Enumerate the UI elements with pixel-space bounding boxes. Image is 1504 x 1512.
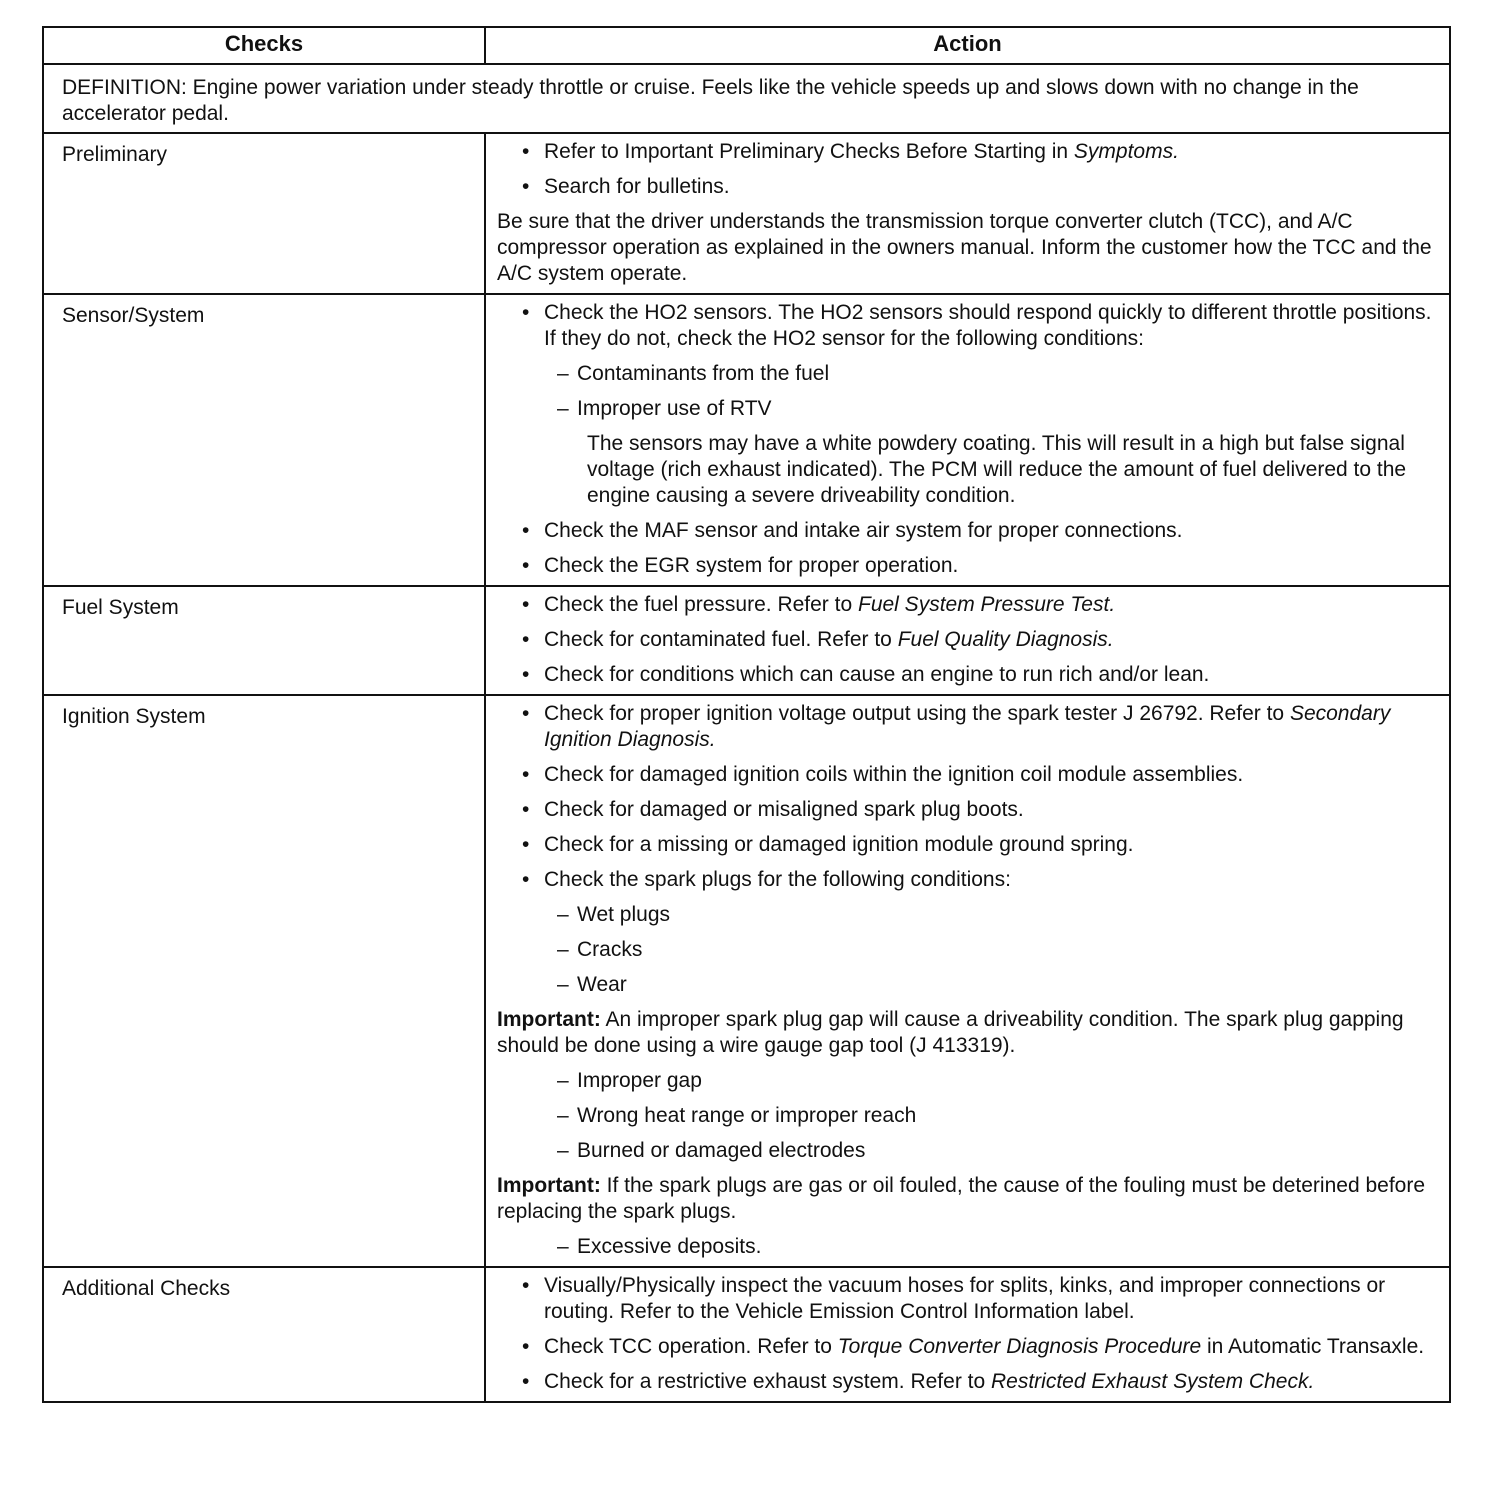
item-reference: Fuel System Pressure Test. — [858, 593, 1116, 616]
list-item: • Check for damaged ignition coils within the ignition coil module assemblies. — [497, 762, 1439, 788]
sensor-note: The sensors may have a white powdery coating. This will result in a high but false signal voltage (rich exhaust indicated). The PCM will reduce the amount of fuel delivered to the engine causing a severe driveability condition. — [587, 432, 1407, 507]
item-text: Check for contaminated fuel. Refer to — [544, 628, 898, 651]
sub-list-item: – Cracks — [497, 937, 1439, 963]
important-label: Important: — [497, 1008, 601, 1031]
table-header-row — [43, 27, 1450, 64]
important-note — [497, 1173, 1439, 1225]
table-row — [43, 1267, 1450, 1402]
item-text: Check for proper ignition voltage output using the spark tester J 26792. Refer to — [544, 702, 1290, 725]
definition-text: DEFINITION: Engine power variation under steady throttle or cruise. Feels like the vehicle speeds up and slows down with no change in the accelerator pedal. — [43, 64, 1450, 133]
sensor-system-label: Sensor/System — [43, 294, 485, 586]
item-text: Refer to Important Preliminary Checks Before Starting in — [544, 140, 1074, 163]
item-reference: Fuel Quality Diagnosis. — [897, 628, 1114, 651]
sub-list-item: – Contaminants from the fuel — [497, 361, 1439, 387]
list-item: • Check for a missing or damaged ignition module ground spring. — [497, 832, 1439, 858]
item-text: Check for a restrictive exhaust system. Refer to — [544, 1370, 991, 1393]
list-item: • Check for damaged or misaligned spark plug boots. — [497, 797, 1439, 823]
item-reference: Restricted Exhaust System Check. — [991, 1370, 1315, 1393]
item-text: Check TCC operation. Refer to — [544, 1335, 838, 1358]
important-label: Important: — [497, 1174, 601, 1197]
sub-list-item: – Improper use of RTV — [497, 396, 1439, 422]
list-item: • Search for bulletins. — [497, 174, 1439, 200]
definition-row — [43, 64, 1450, 133]
sub-list-item: – Wrong heat range or improper reach — [497, 1103, 1439, 1129]
item-reference: Secondary Ignition Diagnosis. — [544, 702, 1391, 751]
additional-checks-actions — [485, 1267, 1450, 1402]
additional-checks-label: Additional Checks — [43, 1267, 485, 1402]
list-item — [497, 592, 1439, 618]
ignition-system-label: Ignition System — [43, 695, 485, 1267]
list-item — [497, 701, 1439, 753]
table-row — [43, 695, 1450, 1267]
important-text: An improper spark plug gap will cause a driveability condition. The spark plug gapping should be done using a wire gauge gap tool (J 413319). — [497, 1008, 1404, 1057]
fuel-system-label: Fuel System — [43, 586, 485, 695]
list-item — [497, 1369, 1439, 1395]
list-item: • Check the HO2 sensors. The HO2 sensors should respond quickly to different throttle positions. If they do not, check the HO2 sensor for the following conditions: — [497, 300, 1439, 352]
item-text: in Automatic Transaxle. — [1201, 1335, 1425, 1358]
table-row — [43, 586, 1450, 695]
symptom-table — [42, 26, 1451, 1403]
action-column-header: Action — [485, 27, 1450, 64]
item-reference: Symptoms. — [1073, 140, 1179, 163]
list-item: • Visually/Physically inspect the vacuum hoses for splits, kinks, and improper connections or routing. Refer to the Vehicle Emission Control Information label. — [497, 1273, 1439, 1325]
table-row — [43, 133, 1450, 294]
fuel-system-actions — [485, 586, 1450, 695]
sub-list-item: – Improper gap — [497, 1068, 1439, 1094]
list-item — [497, 1334, 1439, 1360]
list-item: • Check for conditions which can cause an engine to run rich and/or lean. — [497, 662, 1439, 688]
preliminary-actions — [485, 133, 1450, 294]
sub-list-item: – Wear — [497, 972, 1439, 998]
important-note — [497, 1007, 1439, 1059]
item-text: Check the fuel pressure. Refer to — [544, 593, 858, 616]
sub-list-item: – Wet plugs — [497, 902, 1439, 928]
preliminary-label: Preliminary — [43, 133, 485, 294]
list-item — [497, 139, 1439, 165]
sub-list-item: – Burned or damaged electrodes — [497, 1138, 1439, 1164]
table-row — [43, 294, 1450, 586]
list-item: • Check the spark plugs for the following conditions: — [497, 867, 1439, 893]
sub-list-item: – Excessive deposits. — [497, 1234, 1439, 1260]
checks-column-header: Checks — [43, 27, 485, 64]
sensor-system-actions — [485, 294, 1450, 586]
ignition-system-actions — [485, 695, 1450, 1267]
list-item: • Check the EGR system for proper operation. — [497, 553, 1439, 579]
preliminary-note: Be sure that the driver understands the transmission torque converter clutch (TCC), and A/C compressor operation as explained in the owners manual. Inform the customer how the TCC and the A/C system operate. — [497, 210, 1432, 285]
list-item — [497, 627, 1439, 653]
item-reference: Torque Converter Diagnosis Procedure — [837, 1335, 1202, 1358]
list-item: • Check the MAF sensor and intake air system for proper connections. — [497, 518, 1439, 544]
important-text: If the spark plugs are gas or oil fouled, the cause of the fouling must be deterined before replacing the spark plugs. — [497, 1174, 1426, 1223]
